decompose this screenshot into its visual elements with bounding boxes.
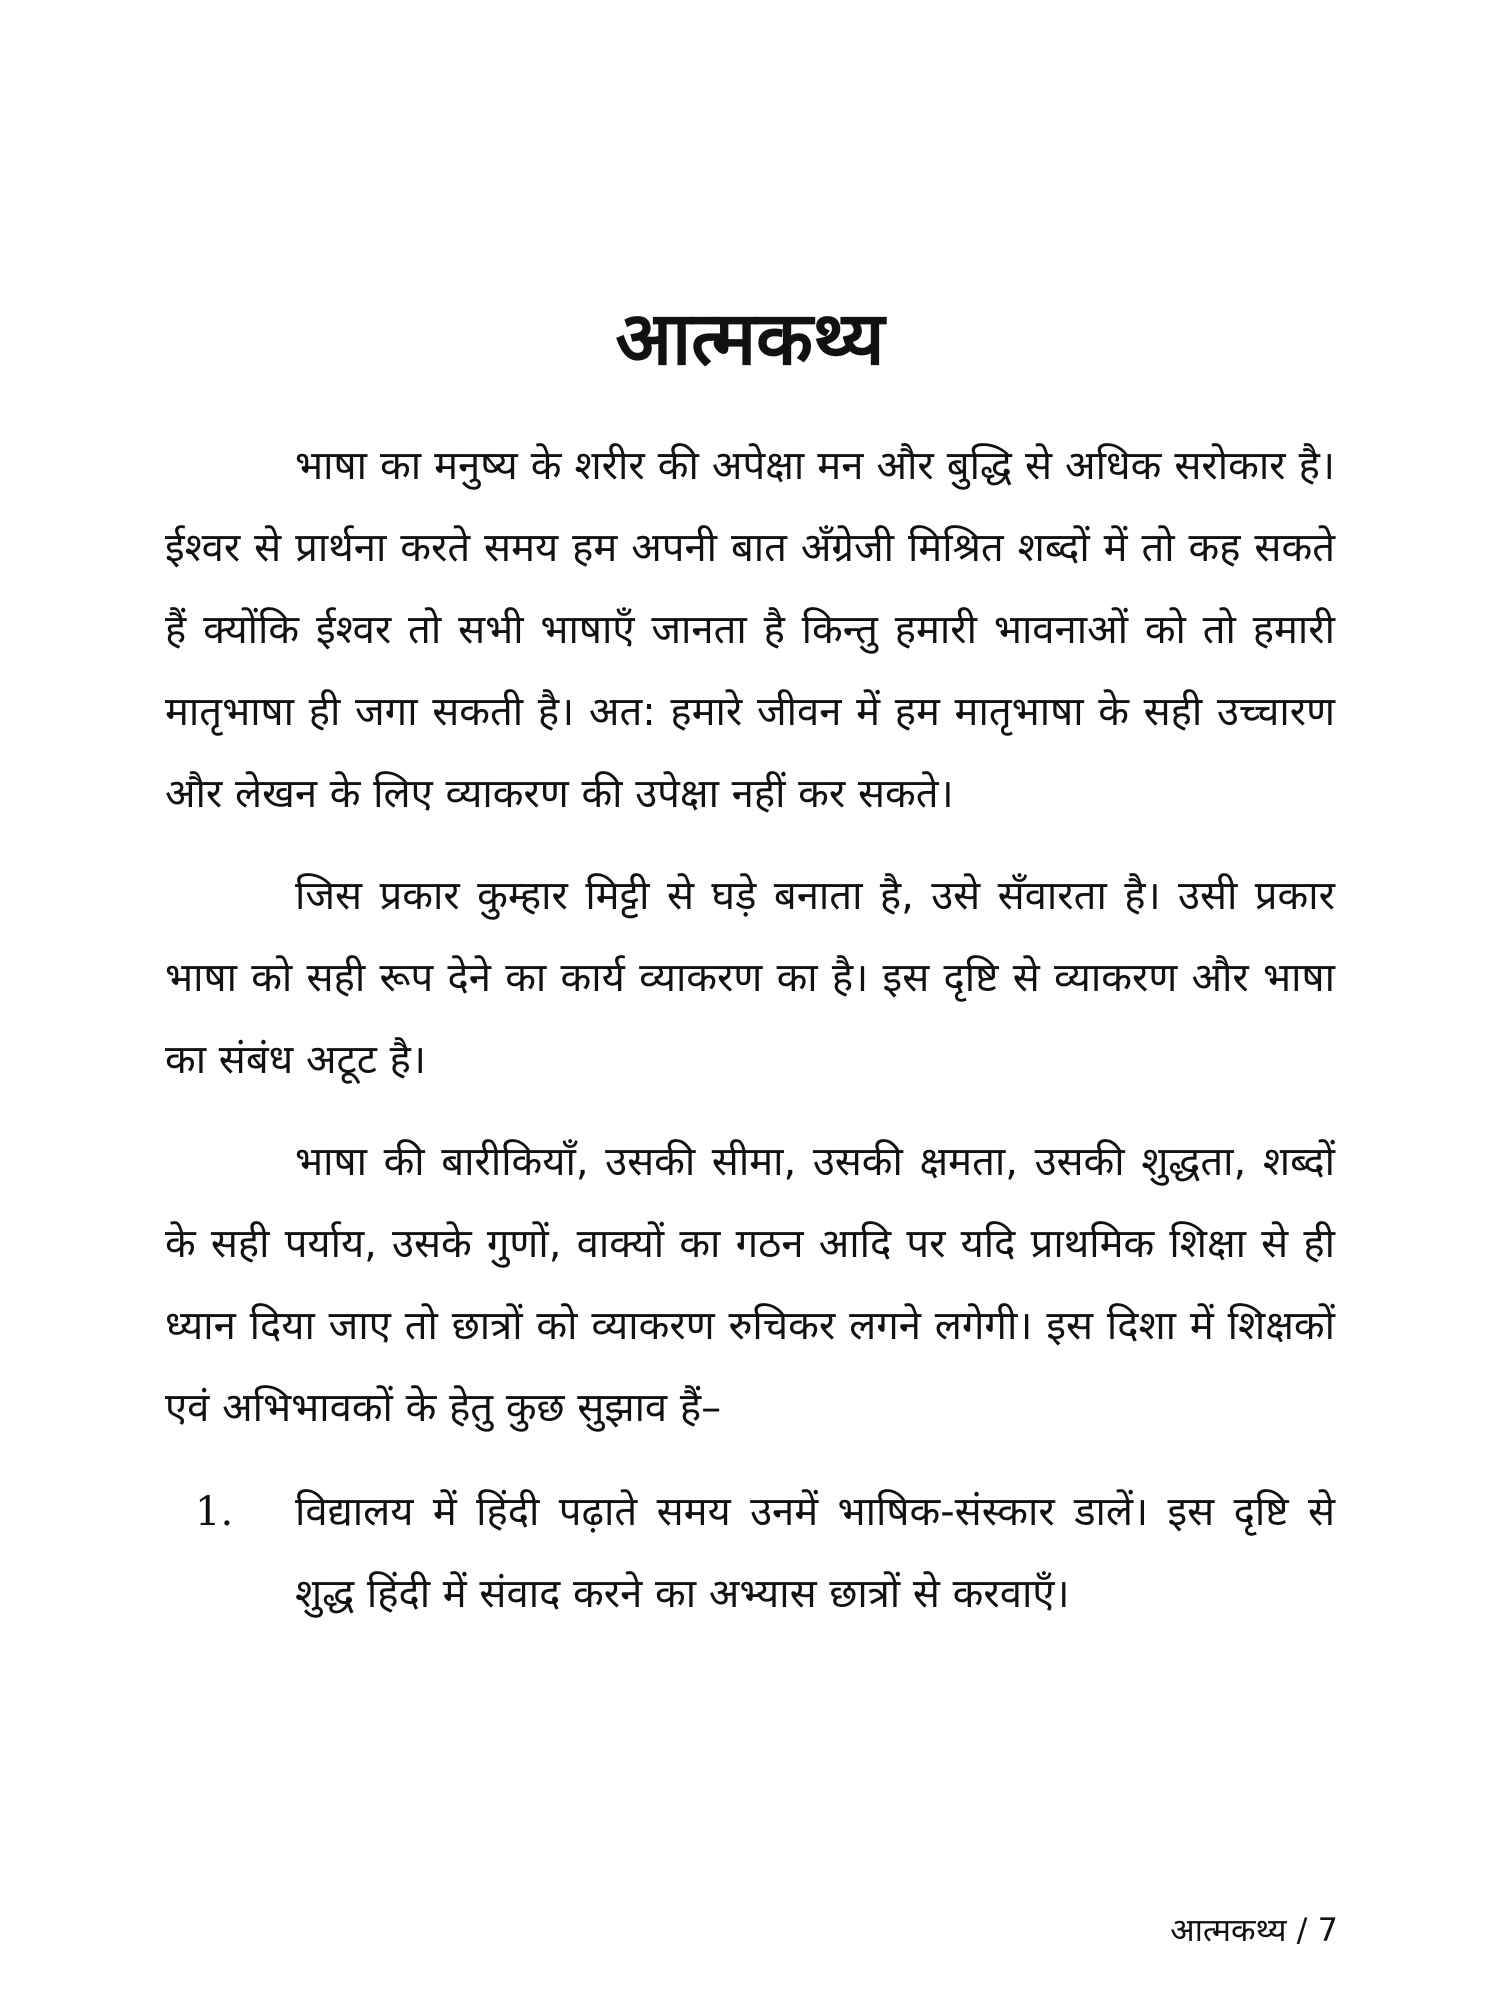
body-text [165, 425, 1335, 1635]
list-item-text: विद्यालय में हिंदी पढ़ाते समय उनमें भाषिक-संस्कार डालें। इस दृष्टि से शुद्ध हिंदी में संवाद करने का अभ्यास छात्रों से करवाएँ। [295, 1489, 1335, 1617]
page-title: आत्मकथ्य [615, 296, 885, 382]
paragraph-3: भाषा की बारीकियाँ, उसकी सीमा, उसकी क्षमता, उसकी शुद्धता, शब्दों के सही पर्याय, उसके गुणों, वाक्यों का गठन आदि पर यदि प्राथमिक शिक्षा से ही ध्यान दिया जाए तो छात्रों को व्याकरण रुचिकर लगने लगेगी। इस दिशा में शिक्षकों एवं अभिभावकों के हेतु कुछ सुझाव हैं– [165, 1139, 1335, 1431]
page-footer: आत्मकथ्य / 7 [1170, 1911, 1338, 1949]
suggestion-list [165, 1471, 1335, 1635]
list-item-number: 1. [195, 1489, 234, 1535]
paragraph-2: जिस प्रकार कुम्हार मिट्टी से घड़े बनाता है, उसे सँवारता है। उसी प्रकार भाषा को सही रूप देने का कार्य व्याकरण का है। इस दृष्टि से व्याकरण और भाषा का संबंध अटूट है। [165, 873, 1335, 1083]
paragraph-1: भाषा का मनुष्य के शरीर की अपेक्षा मन और बुद्धि से अधिक सरोकार है। ईश्वर से प्रार्थना करते समय हम अपनी बात अँग्रेजी मिश्रित शब्दों में तो कह सकते हैं क्योंकि ईश्वर तो सभी भाषाएँ जानता है किन्तु हमारी भावनाओं को तो हमारी मातृभाषा ही जगा सकती है। अत: हमारे जीवन में हम मातृभाषा के सही उच्चारण और लेखन के लिए व्याकरण की उपेक्षा नहीं कर सकते। [165, 443, 1335, 817]
list-item [165, 1471, 1335, 1635]
